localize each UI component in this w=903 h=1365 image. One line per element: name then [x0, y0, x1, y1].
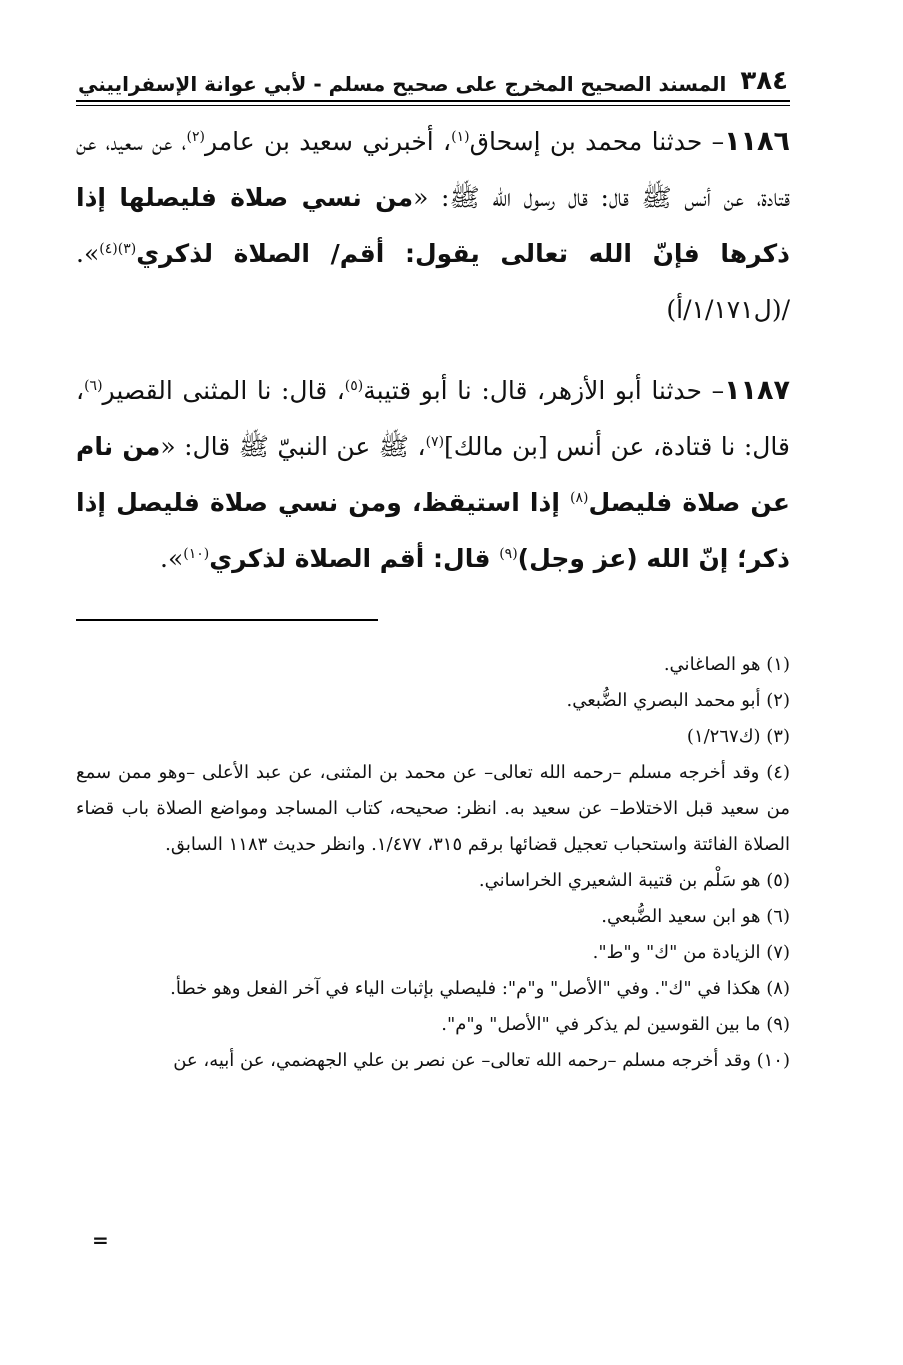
hadith-matn: من نسي صلاة فليصلها إذا ذكرها فإنّ الله تعالى يقول: أقم/ الصلاة لذكري	[76, 183, 790, 268]
footnote-2: (٢) أبو محمد البصري الضُّبعي.	[566, 690, 790, 711]
narration-text: ، ﷺ عن النبيّ ﷺ قال: «	[160, 432, 426, 461]
footnote-5: (٥) هو سَلْم بن قتيبة الشعيري الخراساني.	[478, 870, 790, 891]
hadith-number: ١١٨٧	[724, 375, 790, 406]
footnote-9: (٩) ما بين القوسين لم يذكر في "الأصل" و"م".	[441, 1014, 790, 1035]
footnote-separator	[76, 619, 378, 621]
narration-text: ، عن سعيد، عن قتادة، عن أنس ﷺ قال: قال رسول الله ﷺ: «	[76, 127, 790, 212]
narration-text: ، قال: نا المثنى القصير	[102, 376, 345, 405]
footnote-6: (٦) هو ابن سعيد الضُّبعي.	[601, 906, 790, 927]
footnote-7: (٧) الزيادة من "ك" و"ط".	[592, 942, 790, 963]
hadith-matn: إذا استيقظ، ومن نسي صلاة فليصل إذا ذكر؛ إنّ الله (عز وجل)	[76, 488, 790, 573]
narration-text: – حدثنا محمد بن إسحاق	[469, 127, 725, 156]
header-rule	[76, 100, 790, 102]
footnote-ref[interactable]: (٩)	[499, 546, 518, 562]
footnote-ref[interactable]: (٢)	[186, 129, 205, 145]
hadith-matn: من نام عن صلاة فليصل	[76, 432, 791, 517]
footnote-4: (٤) وقد أخرجه مسلم –رحمه الله تعالى– عن محمد بن المثنى، عن عبد الأعلى –وهو ممن سمع من سعيد قبل الاختلاط– عن سعيد به. انظر: صحيحه، كتاب المساجد ومواضع الصلاة باب قضاء الصلاة الفائتة واستحباب تعجيل قضائها برقم ٣١٥، ١/٤٧٧. وانظر حديث ١١٨٣ السابق.	[76, 762, 790, 855]
continuation-mark: =	[92, 1228, 109, 1252]
book-page	[76, 52, 790, 1079]
hadith-number: ١١٨٦	[724, 126, 790, 157]
footnote-8: (٨) هكذا في "ك". وفي "الأصل" و"م": فليصلي بإثبات الياء في آخر الفعل وهو خطأ.	[170, 978, 790, 999]
hadith-1186	[76, 114, 790, 338]
narration-text: ».	[160, 544, 184, 573]
running-title: المسند الصحيح المخرج على صحيح مسلم - لأبي عوانة الإسفراييني	[78, 72, 727, 96]
footnote-ref[interactable]: (١)	[451, 129, 470, 145]
header-rule-thin	[76, 105, 790, 106]
page-number: ٣٨٤	[740, 66, 788, 96]
footnotes	[76, 647, 790, 1079]
footnote-ref[interactable]: (٥)	[344, 378, 364, 394]
running-header	[76, 52, 790, 96]
footnote-ref[interactable]: (٦)	[84, 378, 103, 394]
footnote-ref[interactable]: (٣)(٤)	[99, 241, 137, 257]
footnote-3: (٣) (ك١/٢٦٧)	[686, 726, 790, 747]
manuscript-ref: ». /(ل١/١٧١/أ)	[76, 239, 790, 324]
footnote-ref[interactable]: (١٠)	[183, 546, 210, 562]
hadith-matn: قال: أقم الصلاة لذكري	[209, 544, 500, 573]
footnote-ref[interactable]: (٨)	[570, 490, 589, 506]
narration-text: – حدثنا أبو الأزهر، قال: نا أبو قتيبة	[363, 376, 725, 405]
narration-text: ، قال: نا قتادة، عن أنس [بن مالك]	[76, 376, 790, 461]
footnote-10: (١٠) وقد أخرجه مسلم –رحمه الله تعالى– عن نصر بن علي الجهضمي، عن أبيه، عن	[173, 1050, 790, 1071]
footnote-ref[interactable]: (٧)	[425, 434, 445, 450]
hadith-1187	[76, 363, 790, 587]
footnote-1: (١) هو الصاغاني.	[663, 654, 790, 675]
narration-text: ، أخبرني سعيد بن عامر	[204, 127, 452, 156]
